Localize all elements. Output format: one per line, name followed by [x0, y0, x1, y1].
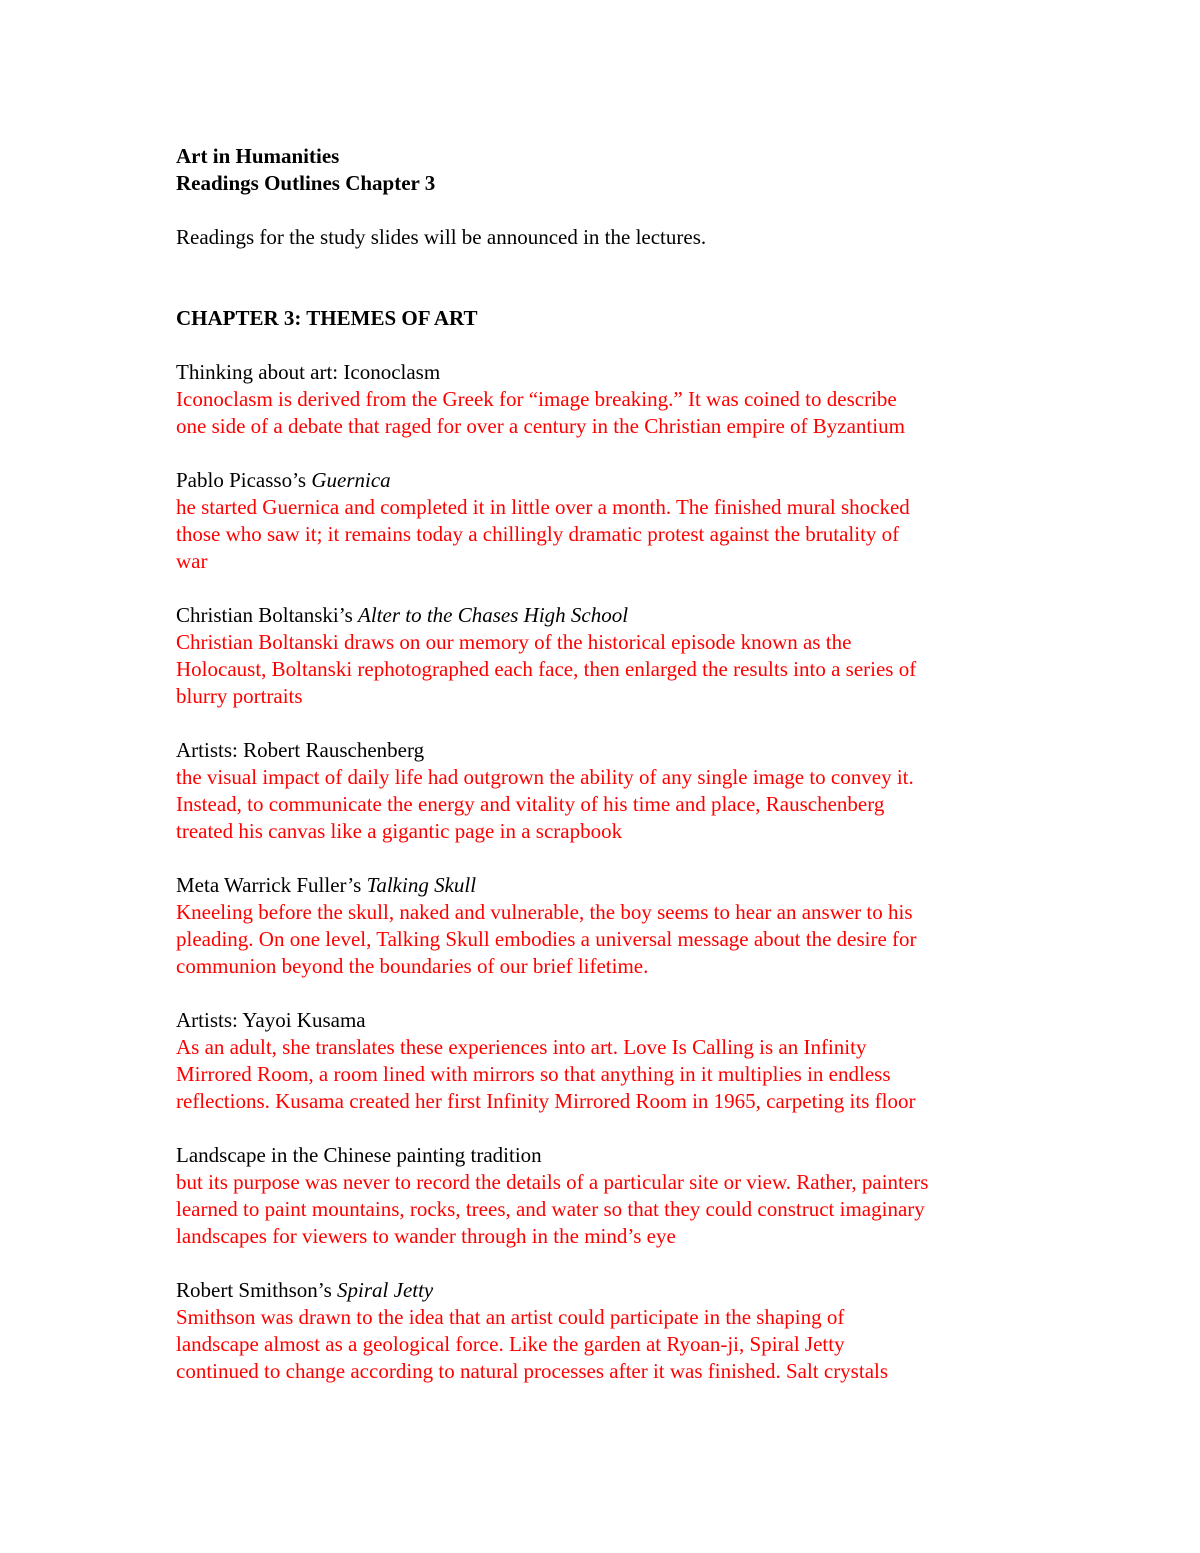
section-text-line: Mirrored Room, a room lined with mirrors so that anything in it multiplies in endless [176, 1062, 891, 1086]
chapter-heading: CHAPTER 3: THEMES OF ART [176, 306, 478, 330]
section-text-line: the visual impact of daily life had outgrown the ability of any single image to convey it. [176, 765, 914, 789]
intro-text: Readings for the study slides will be announced in the lectures. [176, 225, 707, 249]
section-heading: Pablo Picasso’s Guernica [176, 468, 391, 492]
section-text-line: Holocaust, Boltanski rephotographed each face, then enlarged the results into a series of [176, 657, 917, 681]
section-text-line: one side of a debate that raged for over a century in the Christian empire of Byzantium [176, 414, 905, 438]
section-talking-skull [176, 872, 1056, 980]
section-heading: Artists: Robert Rauschenberg [176, 738, 425, 762]
section-text-line: Smithson was drawn to the idea that an artist could participate in the shaping of [176, 1305, 845, 1329]
section-text-line: reflections. Kusama created her first Infinity Mirrored Room in 1965, carpeting its floor [176, 1089, 916, 1113]
section-heading: Artists: Yayoi Kusama [176, 1008, 366, 1032]
section-chinese-landscape [176, 1142, 1056, 1250]
section-text-line: Christian Boltanski draws on our memory of the historical episode known as the [176, 630, 852, 654]
section-boltanski [176, 602, 1056, 710]
section-text-line: As an adult, she translates these experiences into art. Love Is Calling is an Infinity [176, 1035, 867, 1059]
section-text-line: Instead, to communicate the energy and vitality of his time and place, Rauschenberg [176, 792, 885, 816]
section-text-line: but its purpose was never to record the details of a particular site or view. Rather, painters [176, 1170, 929, 1194]
section-heading: Landscape in the Chinese painting tradition [176, 1143, 542, 1167]
section-rauschenberg [176, 737, 1056, 845]
document-body [176, 143, 1056, 1385]
document-title: Art in Humanities [176, 144, 340, 168]
section-heading: Christian Boltanski’s Alter to the Chases High School [176, 603, 629, 627]
section-text-line: continued to change according to natural processes after it was finished. Salt crystals [176, 1359, 889, 1383]
section-text-line: he started Guernica and completed it in little over a month. The finished mural shocked [176, 495, 910, 519]
section-heading: Robert Smithson’s Spiral Jetty [176, 1278, 434, 1302]
section-text-line: pleading. On one level, Talking Skull embodies a universal message about the desire for [176, 927, 917, 951]
section-iconoclasm [176, 359, 1056, 440]
section-text-line: landscape almost as a geological force. Like the garden at Ryoan-ji, Spiral Jetty [176, 1332, 845, 1356]
section-text-line: learned to paint mountains, rocks, trees, and water so that they could construct imaginary [176, 1197, 925, 1221]
section-text-line: war [176, 549, 208, 573]
section-text-line: Iconoclasm is derived from the Greek for “image breaking.” It was coined to describe [176, 387, 897, 411]
document-subtitle: Readings Outlines Chapter 3 [176, 171, 436, 195]
section-text-line: communion beyond the boundaries of our brief lifetime. [176, 954, 649, 978]
section-text-line: those who saw it; it remains today a chillingly dramatic protest against the brutality of [176, 522, 900, 546]
section-text-line: treated his canvas like a gigantic page in a scrapbook [176, 819, 623, 843]
section-spiral-jetty [176, 1277, 1056, 1385]
section-heading: Meta Warrick Fuller’s Talking Skull [176, 873, 477, 897]
section-guernica [176, 467, 1056, 575]
section-text-line: Kneeling before the skull, naked and vulnerable, the boy seems to hear an answer to his [176, 900, 913, 924]
section-kusama [176, 1007, 1056, 1115]
section-text-line: landscapes for viewers to wander through in the mind’s eye [176, 1224, 676, 1248]
section-text-line: blurry portraits [176, 684, 303, 708]
section-heading: Thinking about art: Iconoclasm [176, 360, 441, 384]
